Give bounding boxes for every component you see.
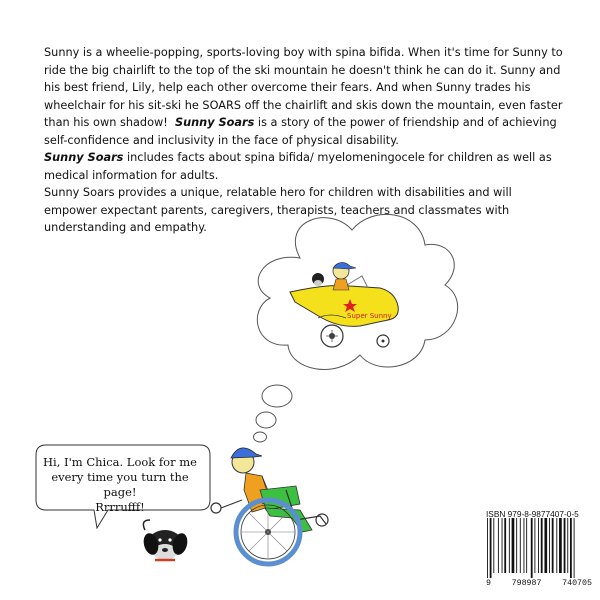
book-title: Sunny Soars [174, 116, 255, 129]
barcode-digit-group: 740705 [562, 579, 592, 588]
boy-wheelchair-illustration [211, 448, 328, 564]
barcode-digit-group: 9 [486, 579, 491, 588]
chica-dog-illustration [141, 520, 189, 560]
barcode [487, 518, 575, 578]
speech-line: Rrrrufff! [95, 500, 145, 514]
barcode-digits [486, 579, 592, 588]
speech-line: Hi, I'm Chica. Look for me [43, 455, 197, 469]
blurb-paragraph-1: Sunny is a wheelie-popping, sports-loving boy with spina bifida. When it's time for Sunny to ride the big chairlift to the top of the ski mountain he doesn't think he can do it. Sunny and his best friend, Lily, help each other overcome their fears. And when Sunny trades his wheelchair for his sit-ski he SOARS off the chairlift and skis down the mountain, even faster than his own shadow! Sunny Soars is a story of the power of friendship and of achieving self-confidence and inclusivity in the face of physical disability. [44, 46, 563, 147]
blurb-paragraph-2: Sunny Soars includes facts about spina bifida/ myelomeningocele for children as well as medical information for adults. [44, 151, 552, 182]
barcode-digit-group: 798987 [511, 579, 542, 588]
speech-line: every time you turn the page! [51, 470, 189, 499]
speech-bubble-text [40, 455, 200, 515]
thought-cloud [254, 214, 458, 442]
book-title: Sunny Soars [44, 151, 124, 164]
isbn-label: ISBN 979-8-9877407-0-5 [486, 509, 579, 519]
blurb-paragraph-3: Sunny Soars provides a unique, relatable hero for children with disabilities and will empower expectant parents, caregivers, therapists, teachers and classmates with understanding and empathy. [44, 186, 512, 234]
car-label: Super Sunny [347, 312, 392, 320]
